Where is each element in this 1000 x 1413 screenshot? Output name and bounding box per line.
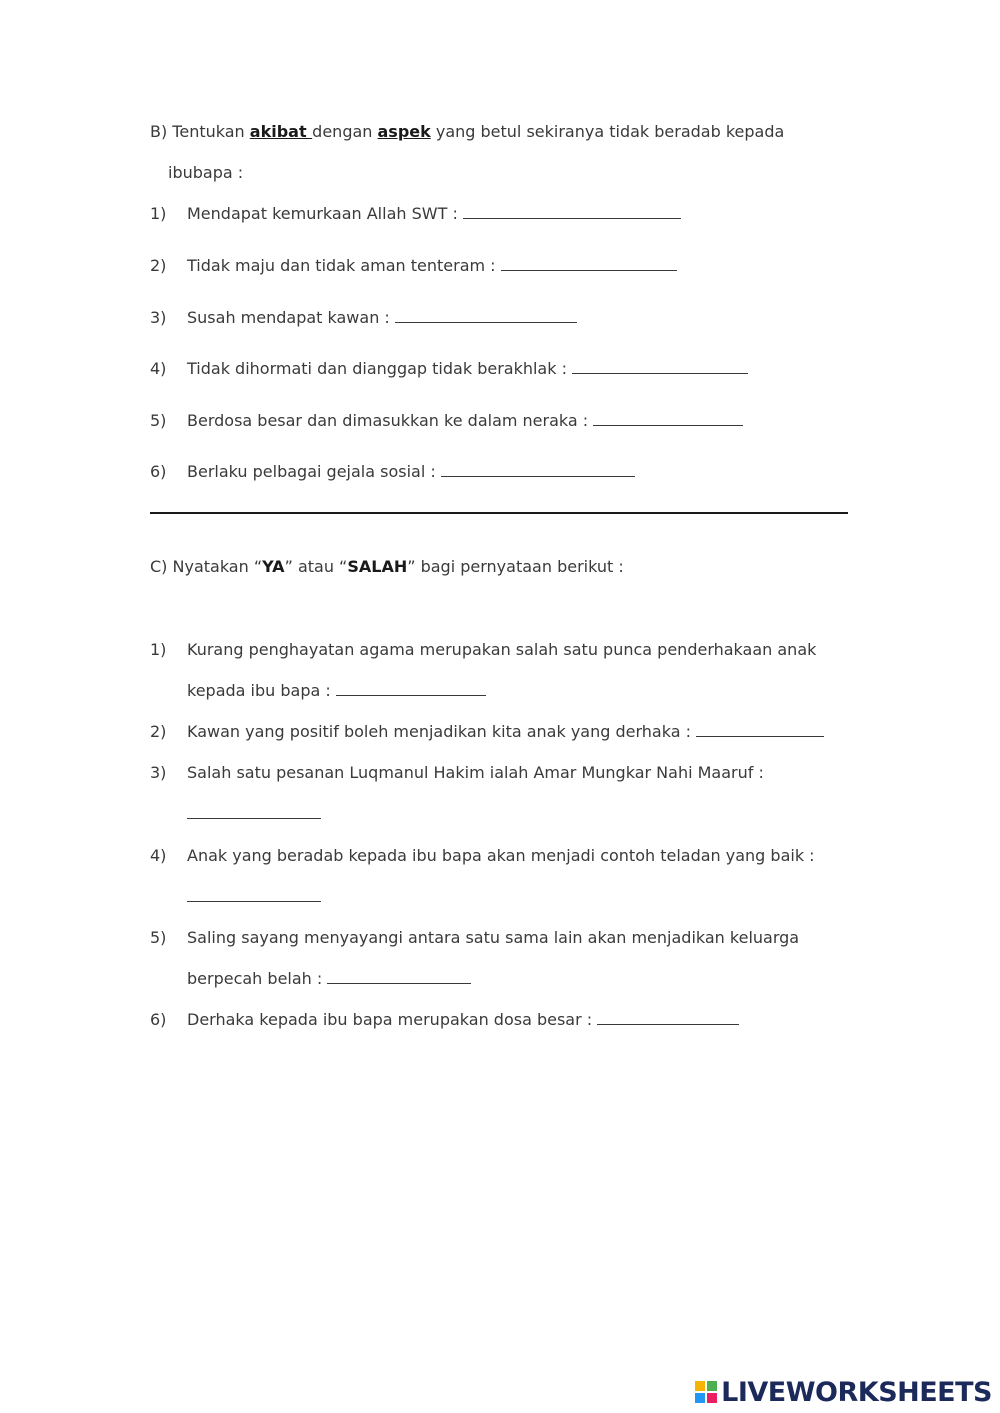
item-number: 3) bbox=[150, 308, 167, 327]
item-number: 5) bbox=[150, 411, 167, 430]
item-number: 2) bbox=[150, 256, 167, 275]
answer-blank[interactable] bbox=[501, 256, 677, 271]
item-text: Kawan yang positif boleh menjadikan kita anak yang derhaka : bbox=[187, 722, 697, 741]
answer-blank[interactable] bbox=[187, 804, 321, 819]
item-text: Kurang penghayatan agama merupakan salah satu punca penderhakaan anak bbox=[187, 640, 817, 659]
answer-blank[interactable] bbox=[696, 722, 824, 737]
section-b-mid: dengan bbox=[312, 122, 378, 141]
keyword-akibat: akibat bbox=[249, 122, 313, 141]
item-text: Saling sayang menyayangi antara satu sama lain akan menjadikan keluarga bbox=[187, 928, 800, 947]
section-b-prefix: B) Tentukan bbox=[150, 122, 250, 141]
item-number: 4) bbox=[150, 846, 167, 865]
logo-squares-icon bbox=[695, 1381, 717, 1403]
answer-blank[interactable] bbox=[593, 411, 743, 426]
answer-blank[interactable] bbox=[463, 204, 681, 219]
section-c-mid: ” atau “ bbox=[284, 557, 348, 576]
item-number: 3) bbox=[150, 763, 167, 782]
item-number: 6) bbox=[150, 462, 167, 481]
section-b-suffix: yang betul sekiranya tidak beradab kepada bbox=[430, 122, 785, 141]
section-divider bbox=[150, 512, 848, 514]
answer-blank[interactable] bbox=[441, 462, 635, 477]
item-text: Salah satu pesanan Luqmanul Hakim ialah Amar Mungkar Nahi Maaruf : bbox=[187, 763, 764, 782]
item-text: Mendapat kemurkaan Allah SWT : bbox=[187, 204, 463, 223]
logo-square bbox=[695, 1381, 705, 1391]
item-text: berpecah belah : bbox=[187, 969, 328, 988]
item-text: Anak yang beradab kepada ibu bapa akan menjadi contoh teladan yang baik : bbox=[187, 846, 815, 865]
answer-blank[interactable] bbox=[597, 1010, 739, 1025]
answer-blank[interactable] bbox=[187, 887, 321, 902]
answer-blank[interactable] bbox=[327, 969, 471, 984]
answer-blank[interactable] bbox=[572, 359, 748, 374]
item-text: kepada ibu bapa : bbox=[187, 681, 336, 700]
item-text: Derhaka kepada ibu bapa merupakan dosa besar : bbox=[187, 1010, 598, 1029]
item-text: Susah mendapat kawan : bbox=[187, 308, 395, 327]
section-c-suffix: ” bagi pernyataan berikut : bbox=[407, 557, 624, 576]
item-number: 6) bbox=[150, 1010, 167, 1029]
answer-blank[interactable] bbox=[395, 308, 577, 323]
liveworksheets-logo[interactable] bbox=[695, 1377, 992, 1407]
keyword-salah: SALAH bbox=[347, 557, 408, 576]
logo-square bbox=[707, 1381, 717, 1391]
item-number: 2) bbox=[150, 722, 167, 741]
item-text: Berlaku pelbagai gejala sosial : bbox=[187, 462, 441, 481]
section-c-heading bbox=[150, 557, 624, 577]
item-number: 1) bbox=[150, 640, 167, 659]
answer-blank[interactable] bbox=[336, 681, 486, 696]
logo-square bbox=[707, 1393, 717, 1403]
section-b-heading-line2: ibubapa : bbox=[168, 163, 244, 182]
logo-square bbox=[695, 1393, 705, 1403]
item-text: Berdosa besar dan dimasukkan ke dalam neraka : bbox=[187, 411, 594, 430]
item-text: Tidak dihormati dan dianggap tidak berakhlak : bbox=[187, 359, 573, 378]
item-number: 4) bbox=[150, 359, 167, 378]
item-number: 1) bbox=[150, 204, 167, 223]
keyword-ya: YA bbox=[262, 557, 285, 576]
section-b-heading bbox=[150, 122, 784, 142]
logo-text: LIVEWORKSHEETS bbox=[721, 1376, 992, 1408]
keyword-aspek: aspek bbox=[377, 122, 431, 141]
item-text: Tidak maju dan tidak aman tenteram : bbox=[187, 256, 501, 275]
section-c-prefix: C) Nyatakan “ bbox=[150, 557, 263, 576]
item-number: 5) bbox=[150, 928, 167, 947]
